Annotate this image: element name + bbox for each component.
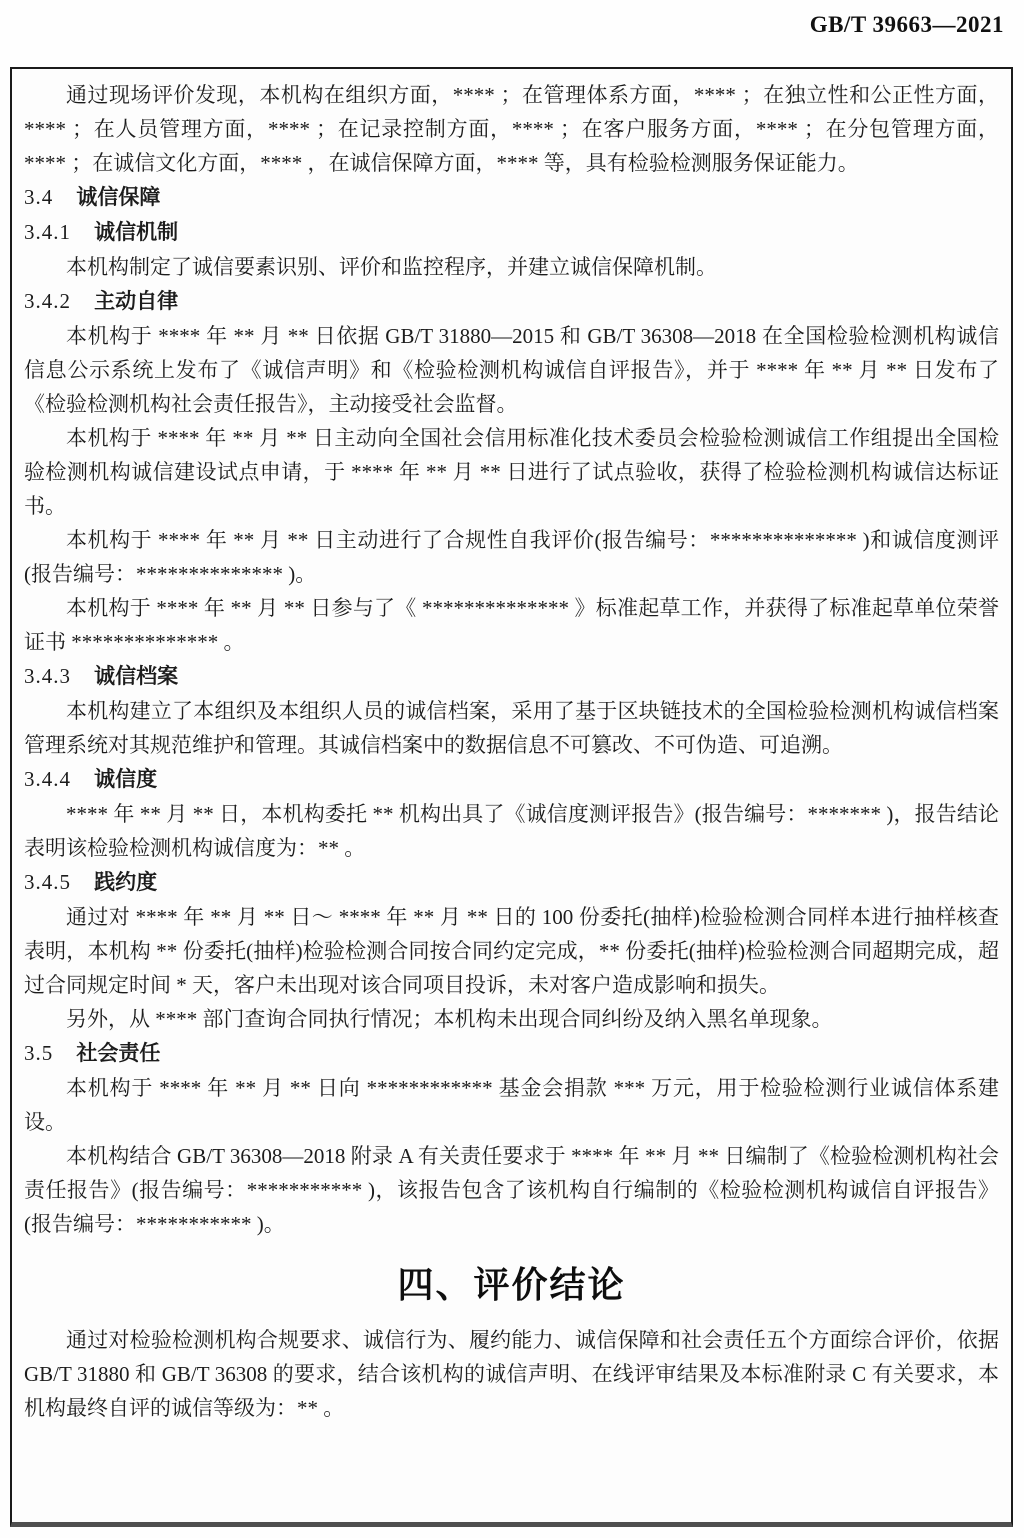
clause-number: 3.4 bbox=[24, 185, 54, 209]
paragraph: 通过对检验检测机构合规要求、诚信行为、履约能力、诚信保障和社会责任五个方面综合评价，依据 GB/T 31880 和 GB/T 36308 的要求，结合该机构的诚信声明、在线评审结果及本标准附录 C 有关要求，本机构最终自评的诚信等级为：** 。 bbox=[24, 1328, 999, 1420]
clause-number: 3.4.1 bbox=[24, 220, 71, 244]
chapter-heading: 四、评价结论 bbox=[397, 1264, 626, 1305]
paragraph: 本机构于 **** 年 ** 月 ** 日依据 GB/T 31880—2015 和 GB/T 36308—2018 在全国检验检测机构诚信信息公示系统上发布了《诚信声明》和《检验检测机构诚信自评报告》，并于 **** 年 ** 月 ** 日发布了《检验检测机构社会责任报告》，主动接受社会监督。 bbox=[24, 324, 999, 416]
clause-heading bbox=[24, 865, 999, 900]
clause-heading bbox=[24, 215, 999, 250]
clause-heading bbox=[24, 1036, 999, 1071]
clause-title: 诚信保障 bbox=[76, 186, 161, 209]
paragraph: 本机构于 **** 年 ** 月 ** 日主动进行了合规性自我评价(报告编号：************** )和诚信度测评(报告编号：************** )。 bbox=[24, 528, 999, 586]
paragraph: 通过现场评价发现，本机构在组织方面，**** ；在管理体系方面，**** ；在独立性和公正性方面，**** ；在人员管理方面，**** ；在记录控制方面，**** ；在客户服务方面，**** ；在分包管理方面，**** ；在诚信文化方面，**** ，在诚信保障方面，**** 等，具有检验检测服务保证能力。 bbox=[24, 83, 999, 175]
paragraph: 本机构制定了诚信要素识别、评价和监控程序，并建立诚信保障机制。 bbox=[66, 255, 717, 279]
clause-heading bbox=[24, 659, 999, 694]
paragraph: 通过对 **** 年 ** 月 ** 日～ **** 年 ** 月 ** 日的 100 份委托(抽样)检验检测合同样本进行抽样核查表明，本机构 ** 份委托(抽样)检验检测合同按合同约定完成，** 份委托(抽样)检验检测合同超期完成，超过合同规定时间 * 天，客户未出现对该合同项目投诉，未对客户造成影响和损失。 bbox=[24, 905, 999, 997]
paragraph: **** 年 ** 月 ** 日，本机构委托 ** 机构出具了《诚信度测评报告》(报告编号：******* )，报告结论表明该检验检测机构诚信度为：** 。 bbox=[24, 802, 999, 860]
report-content-box bbox=[10, 67, 1013, 1527]
clause-number: 3.4.3 bbox=[24, 664, 71, 688]
clause-title: 主动自律 bbox=[94, 290, 179, 313]
clause-heading bbox=[24, 284, 999, 319]
paragraph: 本机构于 **** 年 ** 月 ** 日主动向全国社会信用标准化技术委员会检验检测诚信工作组提出全国检验检测机构诚信建设试点申请，于 **** 年 ** 月 ** 日进行了试点验收，获得了检验检测机构诚信达标证书。 bbox=[24, 426, 999, 518]
clause-title: 践约度 bbox=[94, 871, 158, 894]
clause-title: 诚信档案 bbox=[94, 665, 179, 688]
clause-number: 3.5 bbox=[24, 1041, 54, 1065]
paragraph: 本机构结合 GB/T 36308—2018 附录 A 有关责任要求于 **** 年 ** 月 ** 日编制了《检验检测机构社会责任报告》(报告编号：*********** )，该报告包含了该机构自行编制的《检验检测机构诚信自评报告》(报告编号：*********** )。 bbox=[24, 1144, 999, 1236]
report-body bbox=[24, 78, 999, 1425]
paragraph: 本机构于 **** 年 ** 月 ** 日参与了《 ************** 》标准起草工作，并获得了标准起草单位荣誉证书 ************** 。 bbox=[24, 596, 999, 654]
clause-heading bbox=[24, 762, 999, 797]
paragraph: 另外，从 **** 部门查询合同执行情况；本机构未出现合同纠纷及纳入黑名单现象。 bbox=[66, 1007, 833, 1031]
clause-title: 诚信度 bbox=[94, 768, 158, 791]
paragraph: 本机构于 **** 年 ** 月 ** 日向 ************ 基金会捐款 *** 万元，用于检验检测行业诚信体系建设。 bbox=[24, 1076, 999, 1134]
standard-number: GB/T 39663—2021 bbox=[809, 12, 1004, 37]
clause-number: 3.4.4 bbox=[24, 767, 71, 791]
clause-title: 诚信机制 bbox=[94, 221, 179, 244]
clause-title: 社会责任 bbox=[76, 1042, 161, 1065]
paragraph: 本机构建立了本组织及本组织人员的诚信档案，采用了基于区块链技术的全国检验检测机构诚信档案管理系统对其规范维护和管理。其诚信档案中的数据信息不可篡改、不可伪造、可追溯。 bbox=[24, 699, 999, 757]
clause-heading bbox=[24, 180, 999, 215]
clause-number: 3.4.5 bbox=[24, 870, 71, 894]
clause-number: 3.4.2 bbox=[24, 289, 71, 313]
